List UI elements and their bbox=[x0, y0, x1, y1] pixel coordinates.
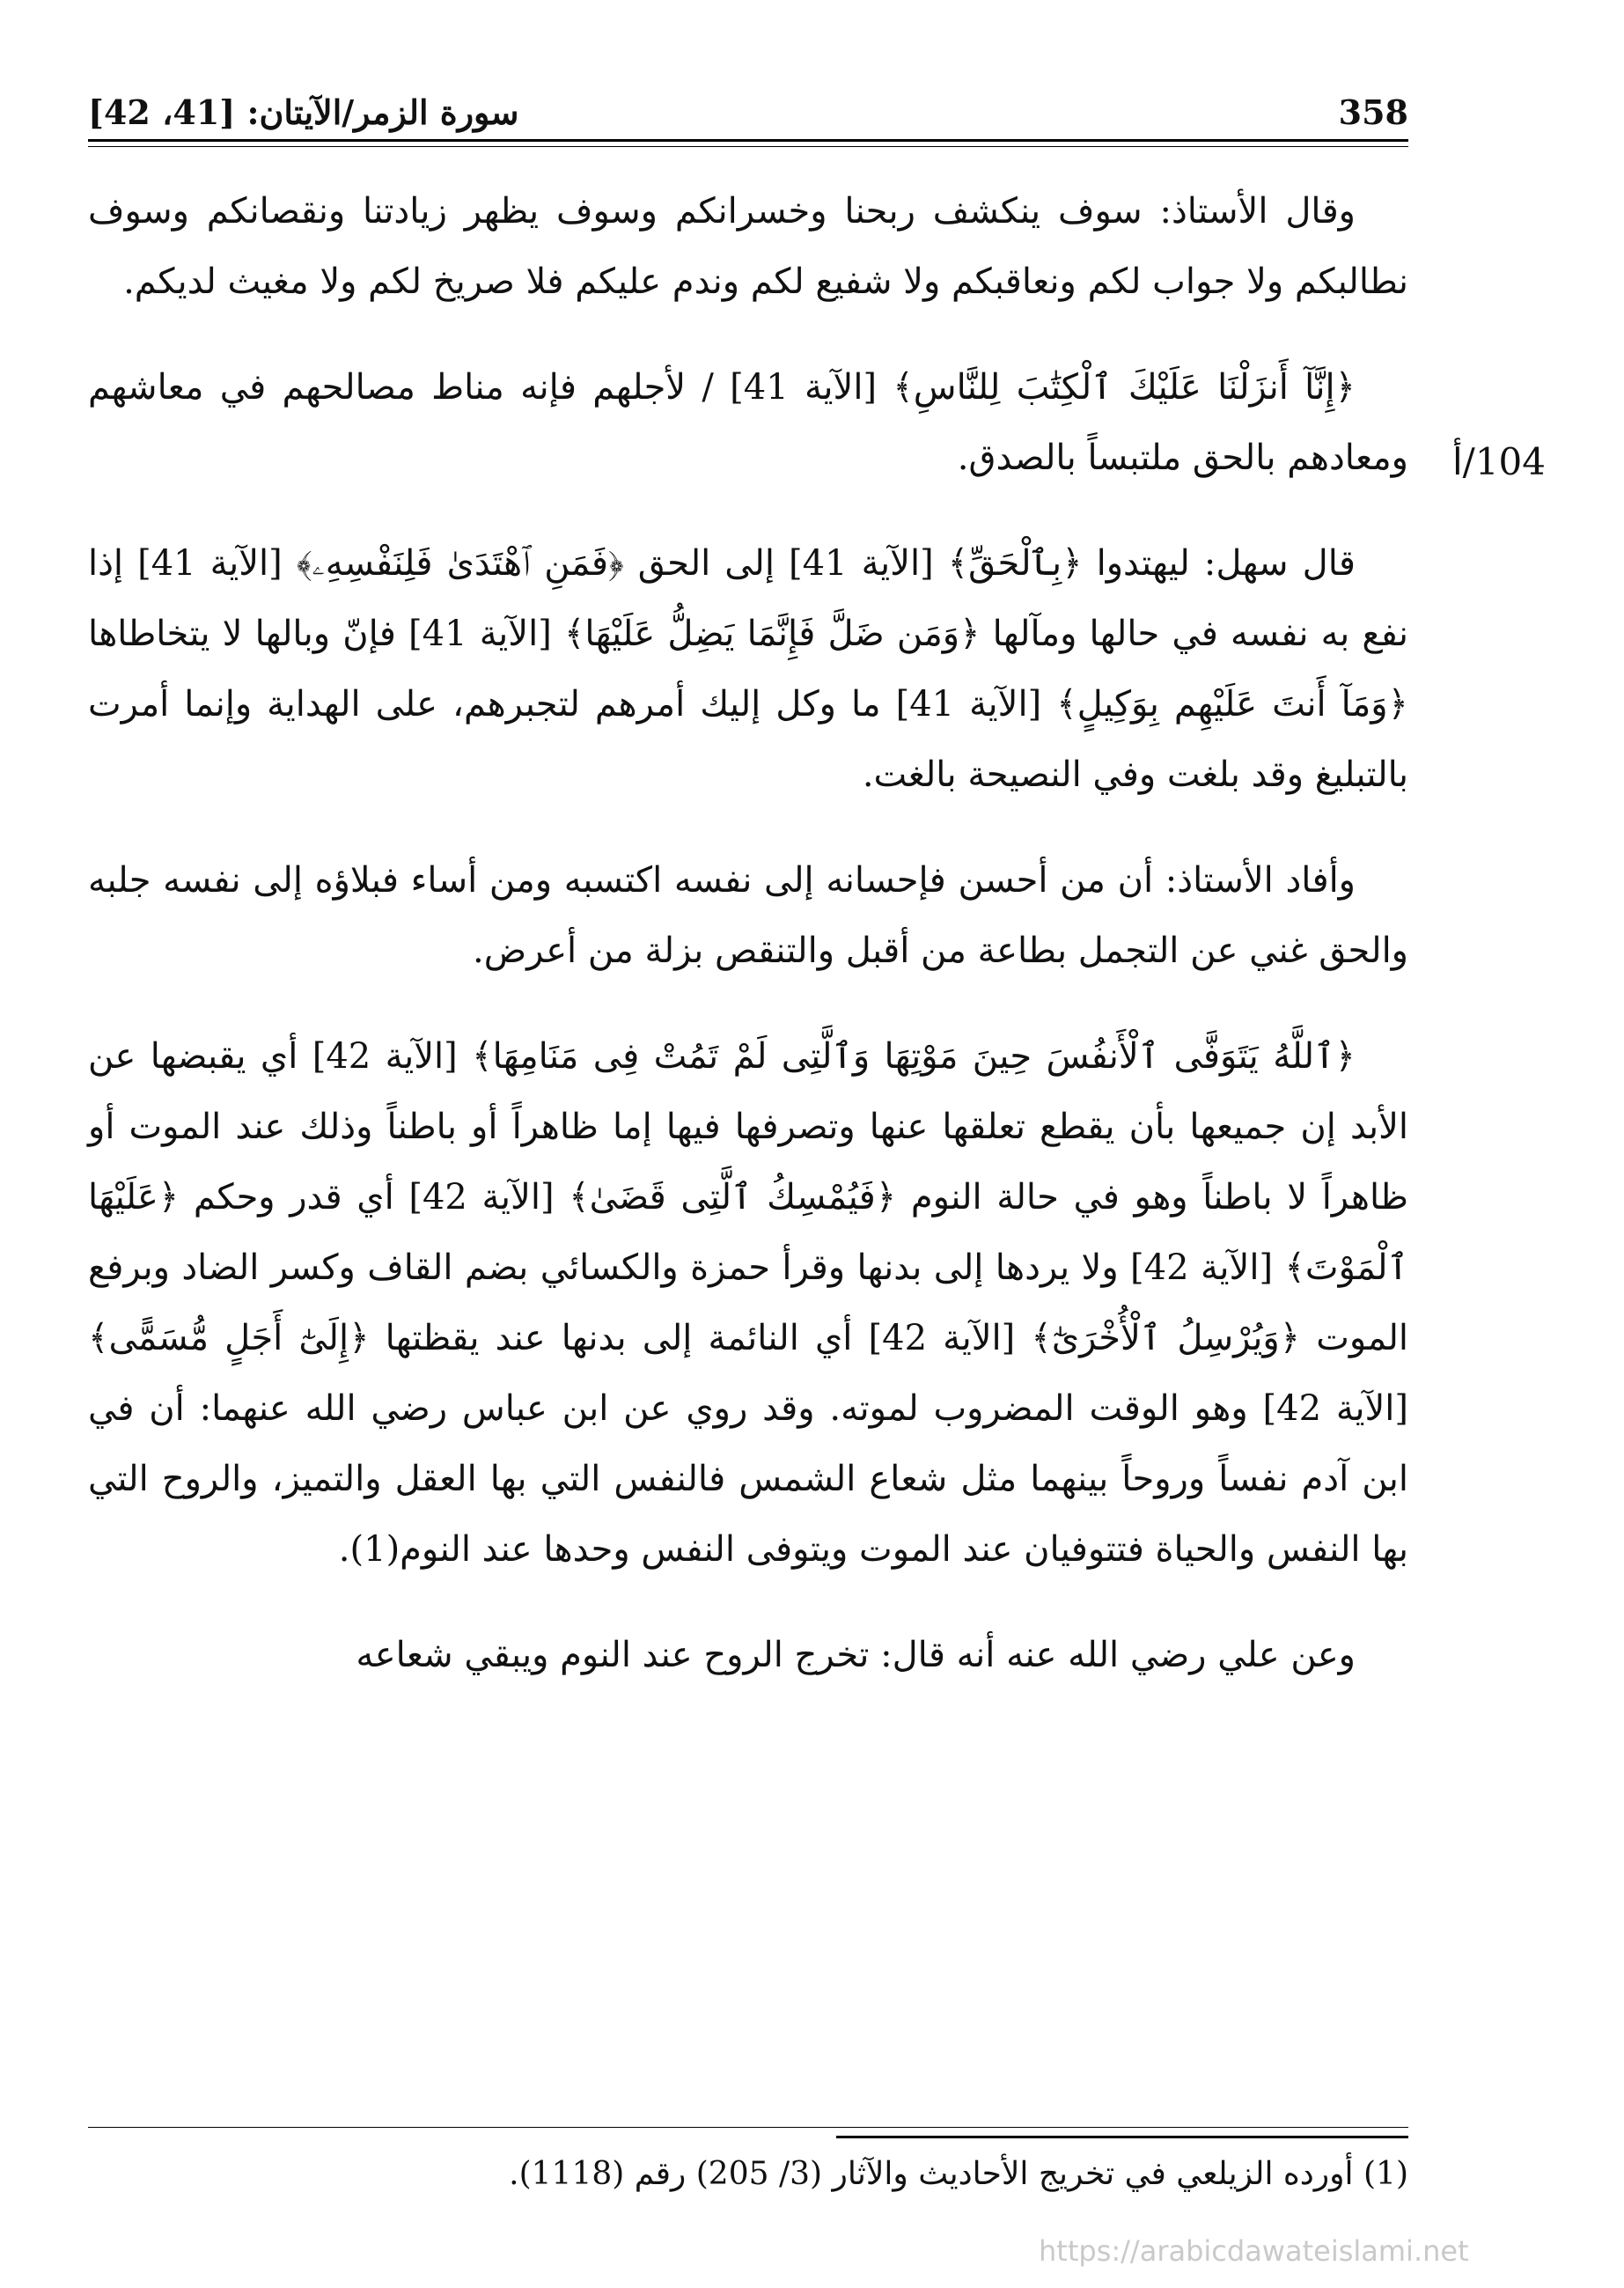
paragraph: وقال الأستاذ: سوف ينكشف ربحنا وخسرانكم وسوف يظهر زيادتنا ونقصانكم وسوف نطالبكم ولا جواب لكم ونعاقبكم ولا شفيع لكم وندم عليكم فلا صريخ لكم ولا مغيث لديكم. bbox=[88, 191, 1408, 302]
page-header bbox=[88, 84, 1408, 145]
paragraph: ﴿إِنَّآ أَنزَلْنَا عَلَيْكَ ٱلْكِتَٰبَ لِلنَّاسِ﴾ [الآية 41] / لأجلهم فإنه مناط مصالحهم في معاشهم ومعادهم بالحق ملتبساً بالصدق. bbox=[88, 367, 1408, 478]
paragraph: وأفاد الأستاذ: أن من أحسن فإحسانه إلى نفسه اكتسبه ومن أساء فبلاؤه إلى نفسه جلبه والحق غني عن التجمل بطاعة من أقبل والتنقص بزلة من أعرض. bbox=[88, 860, 1408, 971]
paragraph: ﴿ٱللَّهُ يَتَوَفَّى ٱلْأَنفُسَ حِينَ مَوْتِهَا وَٱلَّتِى لَمْ تَمُتْ فِى مَنَامِهَا﴾ [الآية 42] أي يقبضها عن الأبد إن جميعها بأن يقطع تعلقها عنها وتصرفها فيها إما ظاهراً أو باطناً وذلك عند الموت أو ظاهراً لا باطناً وهو في حالة النوم ﴿فَيُمْسِكُ ٱلَّتِى قَضَىٰ﴾ [الآية 42] أي قدر وحكم ﴿عَلَيْهَا ٱلْمَوْتَ﴾ [الآية 42] ولا يردها إلى بدنها وقرأ حمزة والكسائي بضم القاف وكسر الضاد وبرفع الموت ﴿وَيُرْسِلُ ٱلْأُخْرَىٰٓ﴾ [الآية 42] أي النائمة إلى بدنها عند يقظتها ﴿إِلَىٰٓ أَجَلٍ مُّسَمًّى﴾ [الآية 42] وهو الوقت المضروب لموته. وقد روي عن ابن عباس رضي الله عنهما: أن في ابن آدم نفساً وروحاً بينهما مثل شعاع الشمس فالنفس التي بها العقل والتميز، والروح التي بها النفس والحياة فتتوفيان عند الموت ويتوفى النفس وحدها عند النوم(1). bbox=[88, 1036, 1409, 1570]
manuscript-folio-marker: 104/أ bbox=[1452, 440, 1546, 483]
paragraph: قال سهل: ليهتدوا ﴿بِٱلْحَقِّ﴾ [الآية 41] إلى الحق ﴿فَمَنِ ٱهْتَدَىٰ فَلِنَفْسِهِۦ﴾ [الآية 41] إذا نفع به نفسه في حالها ومآلها ﴿وَمَن ضَلَّ فَإِنَّمَا يَضِلُّ عَلَيْهَا﴾ [الآية 41] فإنّ وبالها لا يتخاطاها ﴿وَمَآ أَنتَ عَلَيْهِم بِوَكِيلٍ﴾ [الآية 41] ما وكل إليك أمرهم لتجبرهم، على الهداية وإنما أمرت بالتبليغ وقد بلغت وفي النصيحة بالغت. bbox=[88, 543, 1408, 795]
footnote-rule-thick bbox=[836, 2136, 1408, 2138]
header-rule-thick bbox=[88, 139, 1408, 142]
watermark-url: https://arabicdawateislami.net bbox=[1039, 2234, 1469, 2268]
body-text bbox=[88, 176, 1408, 1725]
footnote-rule-thin bbox=[88, 2127, 1408, 2128]
page-number: 358 bbox=[1338, 92, 1408, 132]
running-title: سورة الزمر/الآيتان: [41، 42] bbox=[88, 92, 519, 132]
header-rule-thin bbox=[88, 146, 1408, 147]
paragraph: وعن علي رضي الله عنه أنه قال: تخرج الروح عند النوم ويبقي شعاعه bbox=[356, 1635, 1356, 1675]
footnote: (1) أورده الزيلعي في تخريج الأحاديث والآثار (3/ 205) رقم (1118). bbox=[509, 2156, 1408, 2192]
